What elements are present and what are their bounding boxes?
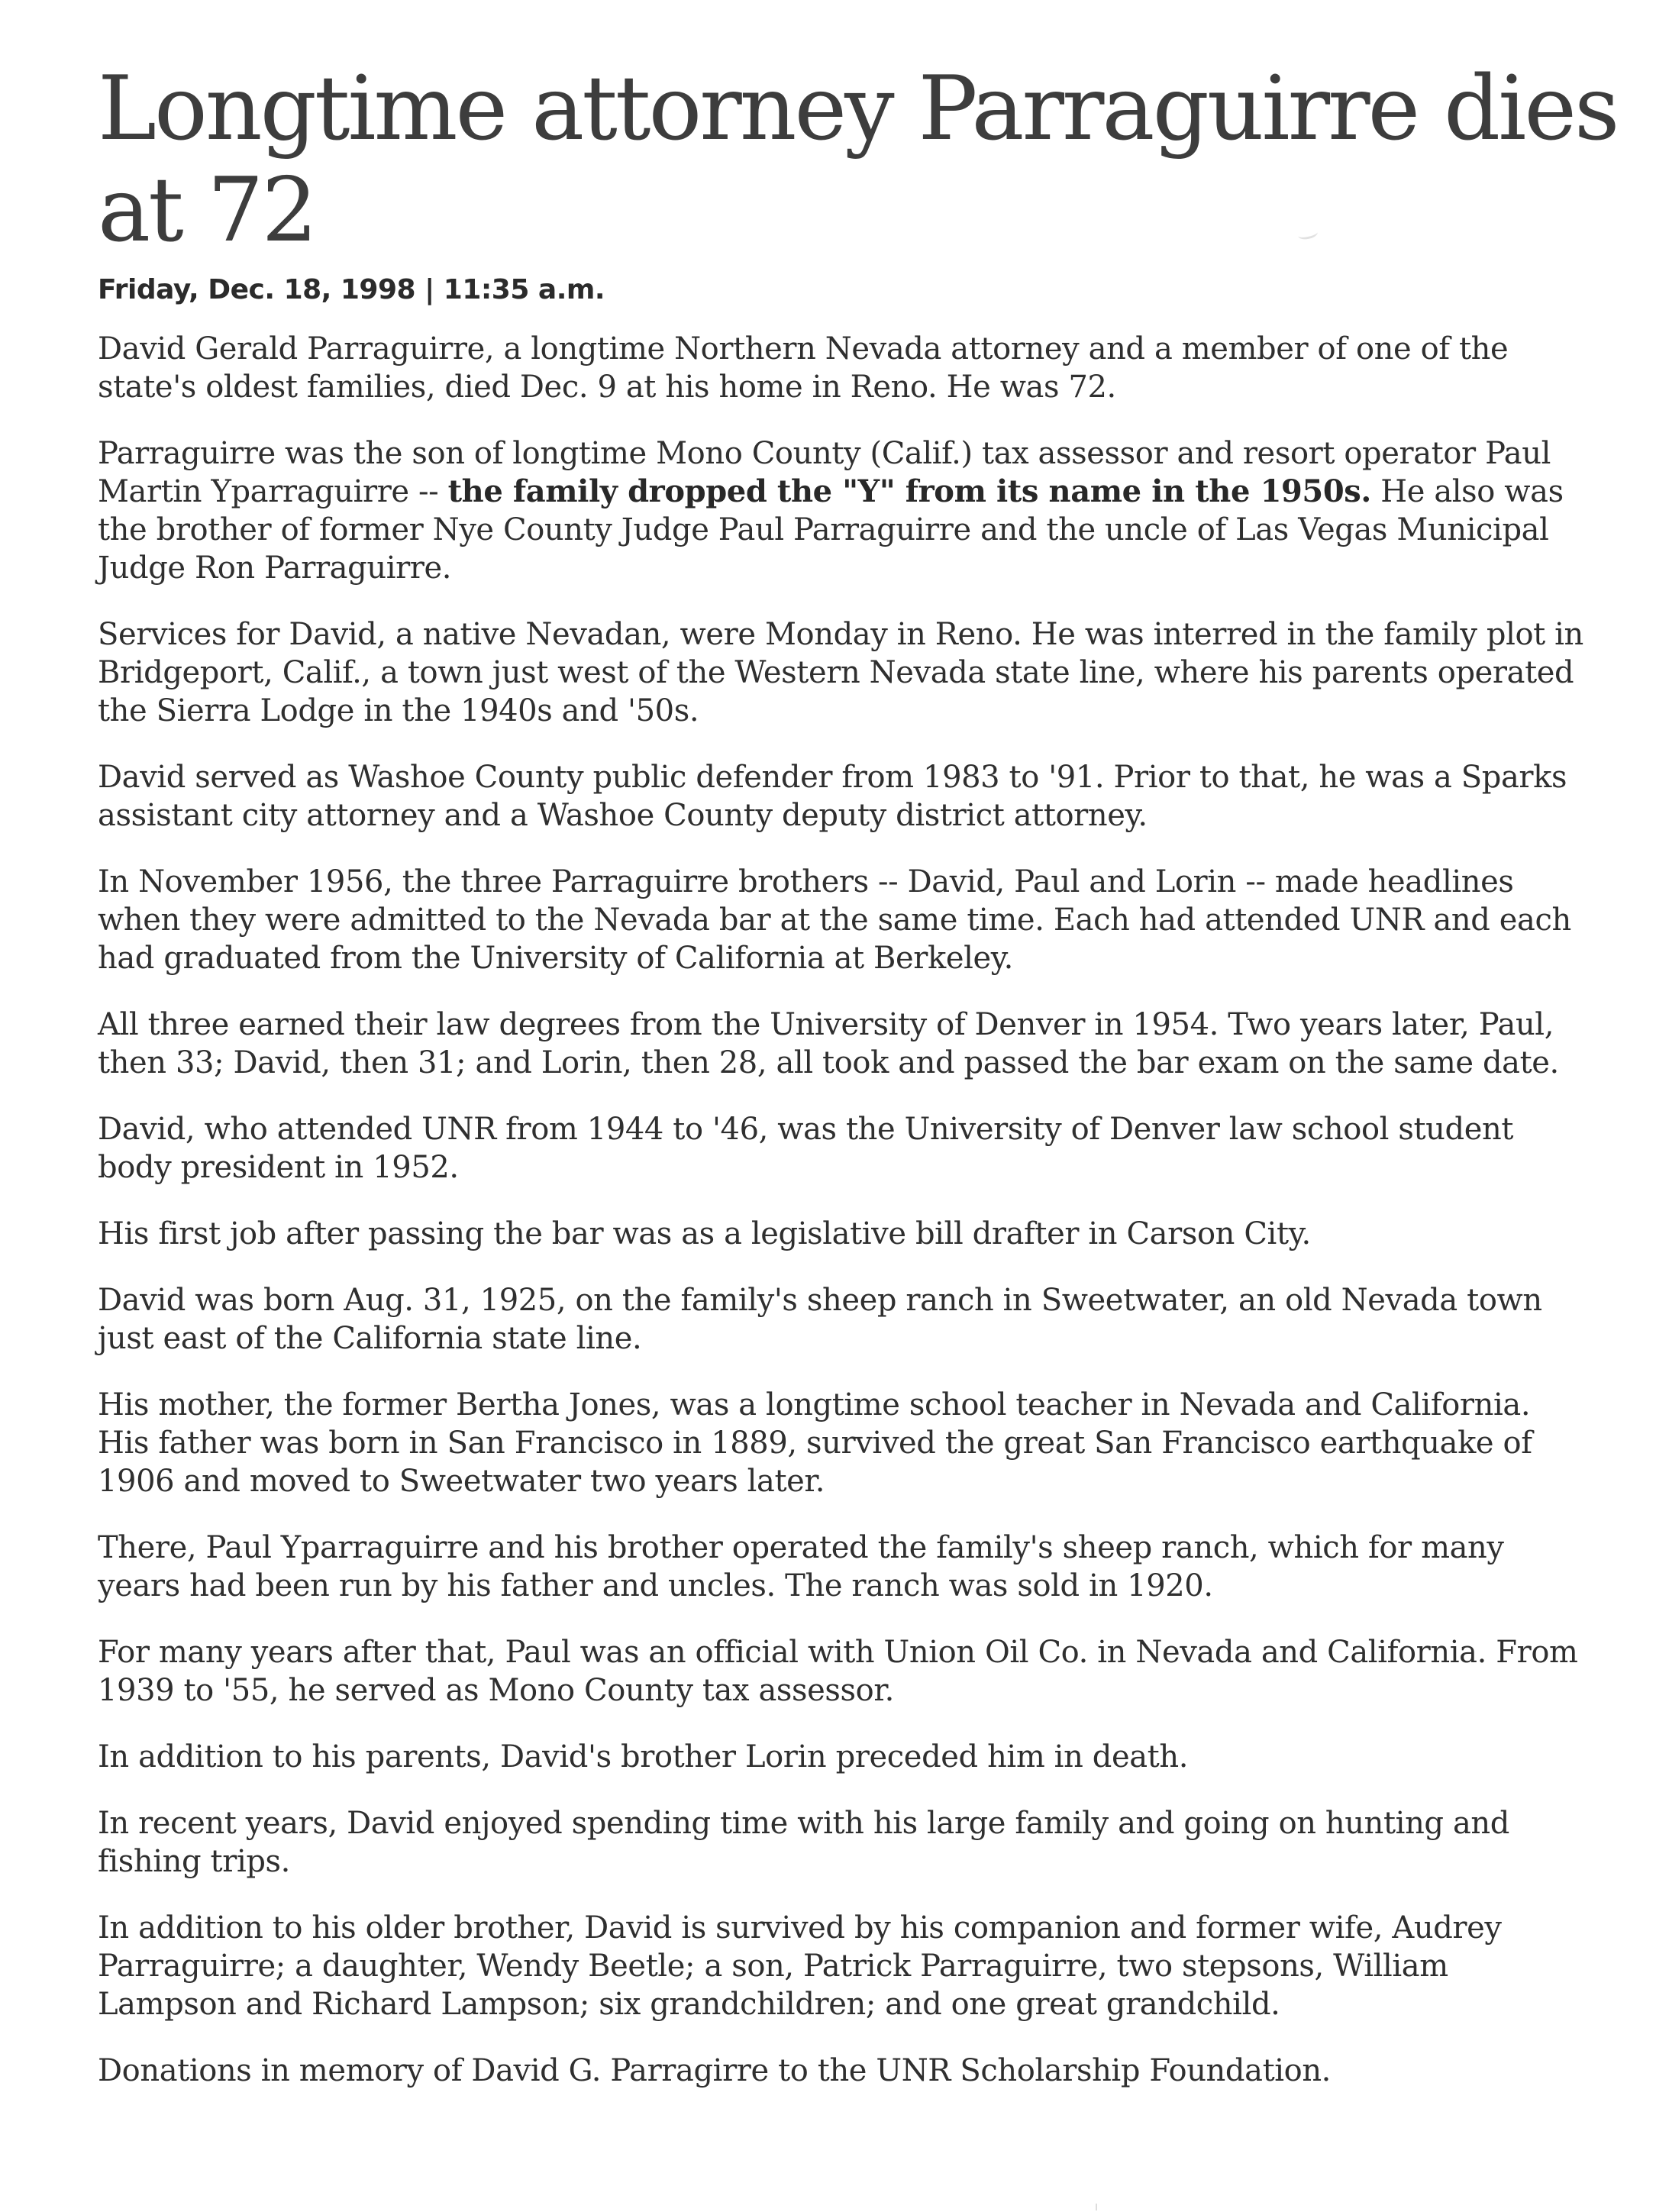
article-paragraph: David, who attended UNR from 1944 to '46, was the University of Denver law school student body president in 1952. xyxy=(98,1112,1514,1185)
article-paragraph: In recent years, David enjoyed spending time with his large family and going on hunting and fishing trips. xyxy=(98,1806,1509,1879)
scan-artifact xyxy=(1096,2204,1097,2210)
article-title-line2: at 72 xyxy=(98,159,316,262)
article-title xyxy=(98,57,1618,262)
paragraph-segment: He also was the brother of former Nye County Judge Paul Parraguirre and the uncle of Las Vegas Municipal Judge Ron Parraguirre. xyxy=(98,474,1564,586)
article-body xyxy=(98,330,1587,2090)
article-paragraph xyxy=(98,434,1587,587)
article-paragraph: All three earned their law degrees from the University of Denver in 1954. Two years later, Paul, then 33; David, then 31; and Lorin, then 28, all took and passed the bar exam on the same date. xyxy=(98,1007,1559,1080)
article-paragraph: Services for David, a native Nevadan, were Monday in Reno. He was interred in the family plot in Bridgeport, Calif., a town just west of the Western Nevada state line, where his parents operated the Sierra Lodge in the 1940s and '50s. xyxy=(98,617,1583,728)
article-paragraph: In addition to his parents, David's brother Lorin preceded him in death. xyxy=(98,1739,1189,1774)
article-dateline: Friday, Dec. 18, 1998 | 11:35 a.m. xyxy=(98,274,605,305)
article-paragraph: His mother, the former Bertha Jones, was a longtime school teacher in Nevada and California. His father was born in San Francisco in 1889, survived the great San Francisco earthquake of 1906 and moved to Sweetwater two years later. xyxy=(98,1387,1532,1499)
article-paragraph: David Gerald Parraguirre, a longtime Northern Nevada attorney and a member of one of the state's oldest families, died Dec. 9 at his home in Reno. He was 72. xyxy=(98,331,1509,405)
paragraph-segment: Parraguirre was the son of longtime Mono County (Calif.) tax assessor and resort operator Paul Martin Yparraguirre -- xyxy=(98,436,1551,509)
article-paragraph: David served as Washoe County public defender from 1983 to '91. Prior to that, he was a Sparks assistant city attorney and a Washoe County deputy district attorney. xyxy=(98,760,1567,833)
paragraph-bold-segment: the family dropped the "Y" from its name in the 1950s. xyxy=(447,473,1371,509)
article-paragraph: In November 1956, the three Parraguirre brothers -- David, Paul and Lorin -- made headlines when they were admitted to the Nevada bar at the same time. Each had attended UNR and each had graduated from the University of California at Berkeley. xyxy=(98,864,1571,976)
article-paragraph: There, Paul Yparraguirre and his brother operated the family's sheep ranch, which for many years had been run by his father and uncles. The ranch was sold in 1920. xyxy=(98,1530,1504,1603)
article-paragraph: Donations in memory of David G. Parragirre to the UNR Scholarship Foundation. xyxy=(98,2053,1332,2088)
article-paragraph: His first job after passing the bar was as a legislative bill drafter in Carson City. xyxy=(98,1216,1311,1251)
article-paragraph: David was born Aug. 31, 1925, on the family's sheep ranch in Sweetwater, an old Nevada town just east of the California state line. xyxy=(98,1283,1542,1356)
article-paragraph: For many years after that, Paul was an official with Union Oil Co. in Nevada and California. From 1939 to '55, he served as Mono County tax assessor. xyxy=(98,1635,1578,1708)
article-paragraph: In addition to his older brother, David is survived by his companion and former wife, Audrey Parraguirre; a daughter, Wendy Beetle; a son, Patrick Parraguirre, two stepsons, William Lampson and Richard Lampson; six grandchildren; and one great grandchild. xyxy=(98,1910,1502,2022)
article-title-line1: Longtime attorney Parraguirre dies xyxy=(98,57,1618,160)
